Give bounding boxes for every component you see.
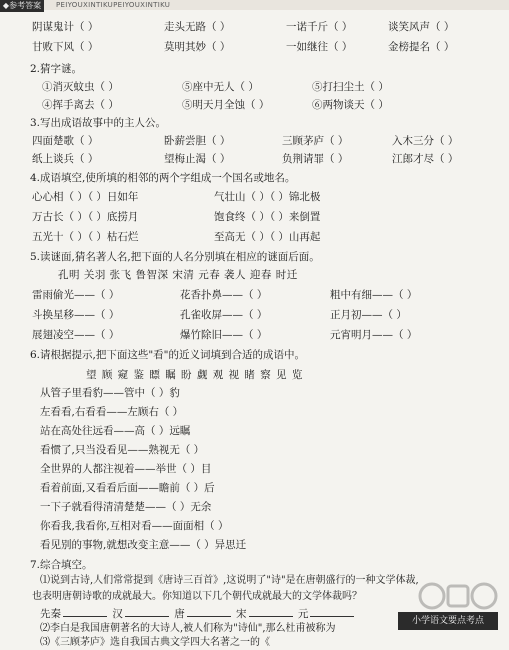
q6-item: 看着前面,又看看后面——瞻前（ ）后 [40, 482, 215, 494]
q5-item: 孔雀收屏——（ ） [180, 309, 268, 321]
idiom-5: 甘败下风（ ） [32, 41, 99, 53]
q6-title: 6.请根据提示,把下面这些"看"的近义词填到合适的成语中。 [30, 349, 306, 361]
idiom-3: 一诺千斤（ ） [286, 21, 353, 33]
q4-item: 万古长（ ）（ ）底捞月 [32, 211, 139, 223]
dynasty-label: 先秦 [40, 608, 61, 620]
header-tab: ◆参考答案 [0, 0, 44, 12]
q6-item: 左看看,右看看——左顾右（ ） [40, 406, 184, 418]
q3-item: 三顾茅庐（ ） [282, 135, 349, 147]
q7-p2: ⑵李白是我国唐朝著名的大诗人,被人们称为"诗仙",那么杜甫被称为 [40, 623, 336, 634]
answer-blank[interactable] [310, 606, 354, 617]
q3-title: 3.写出成语故事中的主人公。 [30, 117, 167, 129]
q4-item: 至高无（ ）（ ）山再起 [214, 231, 321, 243]
q5-item: 正月初——（ ） [330, 309, 407, 321]
q7-p3: ⑶《三顾茅庐》选自我国古典文学四大名著之一的《 [40, 637, 270, 648]
idiom-6: 莫明其妙（ ） [164, 41, 231, 53]
q7-p1a: ⑴说到古诗,人们常常提到《唐诗三百首》,这说明了"诗"是在唐朝盛行的一种文学体裁, [40, 575, 419, 586]
q6-item: 你看我,我看你,互相对看——面面相（ ） [40, 520, 229, 532]
q6-item: 看见别的事物,就想改变主意——（ ）异思迁 [40, 539, 247, 551]
dynasty-label: 元 [297, 608, 309, 620]
q7-title: 7.综合填空。 [30, 559, 93, 571]
q2-item: ⑤打扫尘土（ ） [312, 81, 389, 93]
q4-item: 五光十（ ）（ ）枯石烂 [32, 231, 139, 243]
q3-item: 四面楚歌（ ） [32, 135, 99, 147]
q4-item: 心心相（ ）（ ）日如年 [32, 191, 139, 203]
idiom-2: 走头无路（ ） [164, 21, 231, 33]
q7-dynasties [40, 606, 356, 621]
q3-item: 望梅止渴（ ） [164, 153, 231, 165]
dynasty-label: 宋 [236, 608, 247, 620]
watermark-logo [418, 578, 502, 614]
q2-item: ⑤明天月全蚀（ ） [182, 99, 270, 111]
q5-item: 斗换星移——（ ） [32, 309, 120, 321]
dynasty-label: 汉 [112, 608, 123, 620]
q5-title: 5.读谜面,猜名著人名,把下面的人名分别填在相应的谜面后面。 [30, 251, 320, 263]
answer-blank[interactable] [125, 606, 169, 617]
idiom-4: 谈笑风声（ ） [388, 21, 455, 33]
q5-item: 爆竹除旧——（ ） [180, 329, 268, 341]
answer-blank[interactable] [249, 606, 293, 617]
idiom-1: 阴谋鬼计（ ） [32, 21, 99, 33]
q5-item: 展翅凌空——（ ） [32, 329, 120, 341]
q6-words: 望 顾 窥 鉴 瞟 瞩 盼 觑 观 视 睹 察 见 览 [86, 369, 304, 381]
q2-item: ⑤座中无人（ ） [182, 81, 259, 93]
q6-item: 看惯了,只当没看见——熟视无（ ） [40, 444, 205, 456]
q3-item: 入木三分（ ） [392, 135, 459, 147]
q5-item: 花香扑鼻——（ ） [180, 289, 268, 301]
dynasty-label: 唐 [174, 608, 185, 620]
q2-item: ④挥手离去（ ） [42, 99, 119, 111]
answer-blank[interactable] [63, 606, 107, 617]
q4-title: 4.成语填空,使所填的相邻的两个字组成一个国名或地名。 [30, 172, 296, 184]
q4-item: 气壮山（ ）（ ）锦北极 [214, 191, 321, 203]
header-code: PEIYOUXINTIKUPEIYOUXINTIKU [56, 1, 171, 9]
q5-item: 雷雨偷光——（ ） [32, 289, 120, 301]
q5-item: 粗中有细——（ ） [330, 289, 418, 301]
q6-item: 站在高处往远看——高（ ）远瞩 [40, 425, 191, 437]
q3-item: 卧薪尝胆（ ） [164, 135, 231, 147]
idiom-7: 一如继往（ ） [286, 41, 353, 53]
q2-item: ⑥两物谈天（ ） [312, 99, 389, 111]
q2-title: 2.猜字谜。 [30, 63, 83, 75]
answer-blank[interactable] [187, 606, 231, 617]
q6-item: 一下子就看得清清楚楚——（ ）无余 [40, 501, 212, 513]
q4-item: 饱食终（ ）（ ）来倒置 [214, 211, 321, 223]
q6-item: 全世界的人都注视着——举世（ ）目 [40, 463, 212, 475]
q3-item: 江郎才尽（ ） [392, 153, 459, 165]
footer-badge: 小学语文要点考点 [398, 612, 498, 630]
q3-item: 纸上谈兵（ ） [32, 153, 99, 165]
q5-names: 孔明 关羽 张飞 鲁智深 宋清 元春 袭人 迎春 时迁 [58, 269, 298, 281]
idiom-8: 金榜提名（ ） [388, 41, 455, 53]
q6-item: 从管子里看豹——管中（ ）豹 [40, 387, 180, 399]
q5-item: 元宵明月——（ ） [330, 329, 418, 341]
q7-p1b: 也表明唐朝诗歌的成就最大。你知道以下几个朝代成就最大的文学体裁吗？ [32, 591, 362, 602]
q2-item: ①消灭蚊虫（ ） [42, 81, 119, 93]
q3-item: 负荆请罪（ ） [282, 153, 349, 165]
